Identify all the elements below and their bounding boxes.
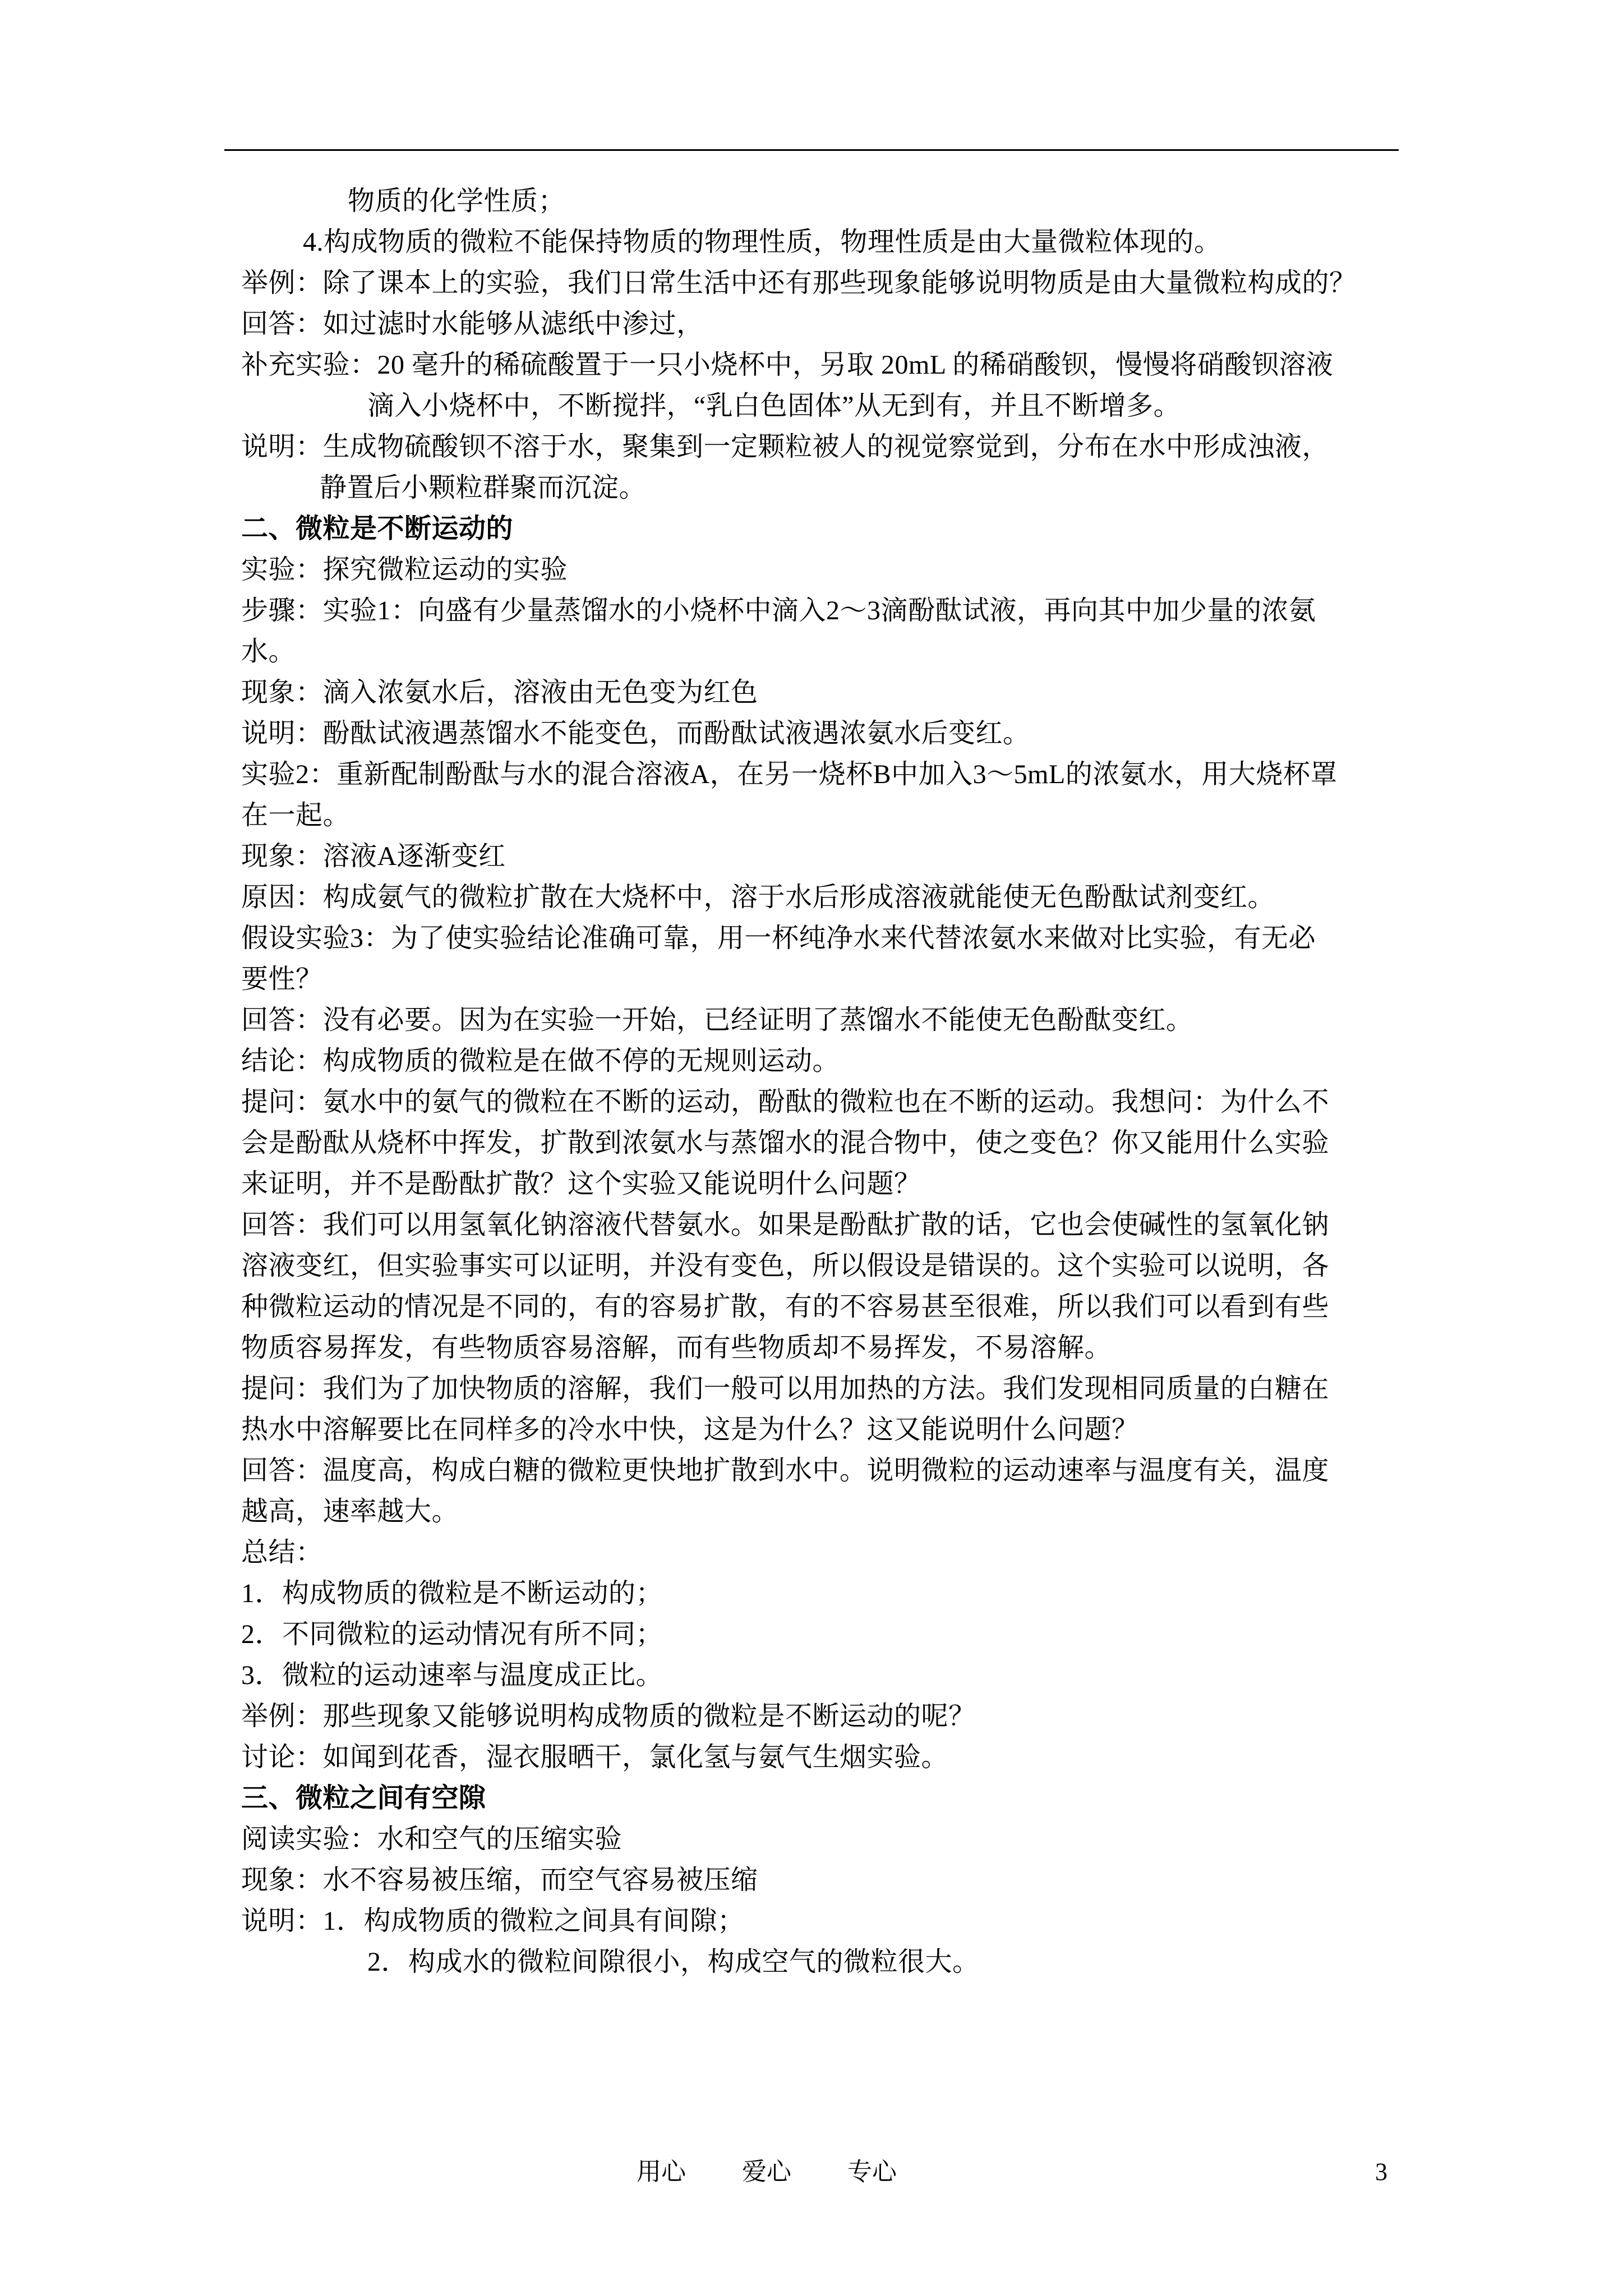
doc-line: 说明：酚酞试液遇蒸馏水不能变色，而酚酞试液遇浓氨水后变红。 [241,719,1030,748]
doc-line: 步骤：实验1：向盛有少量蒸馏水的小烧杯中滴入2～3滴酚酞试液，再向其中加少量的浓氨 [241,596,1316,625]
doc-line: 现象：溶液A逐渐变红 [241,841,506,871]
document-body [241,181,1388,1982]
doc-line: 实验：探究微粒运动的实验 [241,555,568,585]
doc-line: 物质容易挥发，有些物质容易溶解，而有些物质却不易挥发，不易溶解。 [241,1333,1112,1363]
footer-word: 用心 [637,2158,686,2185]
doc-line: 结论：构成物质的微粒是在做不停的无规则运动。 [241,1046,840,1076]
doc-line: 水。 [241,637,296,666]
doc-line: 说明：生成物硫酸钡不溶于水，聚集到一定颗粒被人的视觉察觉到，分布在水中形成浊液， [241,432,1330,462]
doc-line: 提问：氨水中的氨气的微粒在不断的运动，酚酞的微粒也在不断的运动。我想问：为什么不 [241,1087,1330,1117]
doc-line: 补充实验：20 毫升的稀硫酸置于一只小烧杯中，另取 20mL 的稀硝酸钡，慢慢将硝酸钡溶液 [241,350,1334,380]
doc-line: 回答：我们可以用氢氧化钠溶液代替氨水。如果是酚酞扩散的话，它也会使碱性的氢氧化钠 [241,1210,1330,1240]
doc-line: 3．微粒的运动速率与温度成正比。 [241,1660,663,1690]
doc-line: 滴入小烧杯中，不断搅拌，“乳白色固体”从无到有，并且不断增多。 [367,391,1181,421]
page-footer [0,2155,1623,2189]
doc-line: 说明：1．构成物质的微粒之间具有间隙； [241,1906,745,1936]
doc-line: 回答：温度高，构成白糖的微粒更快地扩散到水中。说明微粒的运动速率与温度有关，温度 [241,1456,1330,1485]
doc-line: 会是酚酞从烧杯中挥发，扩散到浓氨水与蒸馏水的混合物中，使之变色？你又能用什么实验 [241,1128,1330,1158]
header-divider [224,149,1399,151]
footer-motto [637,2155,897,2189]
page-number: 3 [1375,2158,1387,2185]
doc-line: 热水中溶解要比在同样多的冷水中快，这是为什么？这又能说明什么问题？ [241,1415,1139,1444]
doc-line: 假设实验3：为了使实验结论准确可靠，用一杯纯净水来代替浓氨水来做对比实验，有无必 [241,923,1316,953]
footer-word: 爱心 [742,2158,791,2185]
doc-line: 越高，速率越大。 [241,1497,459,1526]
section-heading: 二、微粒是不断运动的 [241,514,514,544]
doc-line: 举例：那些现象又能够说明构成物质的微粒是不断运动的呢？ [241,1701,976,1731]
doc-line: 要性？ [241,964,323,994]
section-heading: 三、微粒之间有空隙 [241,1783,486,1813]
doc-line: 1．构成物质的微粒是不断运动的； [241,1579,663,1608]
doc-line: 静置后小颗粒群聚而沉淀。 [320,473,647,503]
doc-line: 实验2：重新配制酚酞与水的混合溶液A，在另一烧杯B中加入3～5mL的浓氨水，用大烧杯罩 [241,760,1338,789]
doc-line: 现象：滴入浓氨水后，溶液由无色变为红色 [241,678,758,707]
doc-line: 现象：水不容易被压缩，而空气容易被压缩 [241,1865,758,1895]
doc-line: 2．不同微粒的运动情况有所不同； [241,1619,663,1649]
doc-line: 物质的化学性质； [348,186,566,216]
doc-line: 回答：如过滤时水能够从滤纸中渗过， [241,309,704,339]
doc-line: 阅读实验：水和空气的压缩实验 [241,1824,623,1854]
doc-line: 2．构成水的微粒间隙很小，构成空气的微粒很大。 [367,1947,980,1977]
footer-word: 专心 [847,2158,897,2185]
doc-line: 来证明，并不是酚酞扩散？这个实验又能说明什么问题？ [241,1169,921,1199]
doc-line: 原因：构成氨气的微粒扩散在大烧杯中，溶于水后形成溶液就能使无色酚酞试剂变红。 [241,882,1275,912]
doc-line: 讨论：如闻到花香，湿衣服晒干，氯化氢与氨气生烟实验。 [241,1742,949,1772]
doc-line: 回答：没有必要。因为在实验一开始，已经证明了蒸馏水不能使无色酚酞变红。 [241,1005,1193,1035]
doc-line: 4.构成物质的微粒不能保持物质的物理性质，物理性质是由大量微粒体现的。 [303,227,1221,257]
doc-line: 在一起。 [241,800,351,830]
doc-line: 举例：除了课本上的实验，我们日常生活中还有那些现象能够说明物质是由大量微粒构成的？ [241,268,1357,298]
doc-line: 总结： [241,1538,323,1567]
doc-line: 种微粒运动的情况是不同的，有的容易扩散，有的不容易甚至很难，所以我们可以看到有些 [241,1292,1330,1322]
doc-line: 提问：我们为了加快物质的溶解，我们一般可以用加热的方法。我们发现相同质量的白糖在 [241,1374,1330,1404]
doc-line: 溶液变红，但实验事实可以证明，并没有变色，所以假设是错误的。这个实验可以说明，各 [241,1251,1330,1281]
